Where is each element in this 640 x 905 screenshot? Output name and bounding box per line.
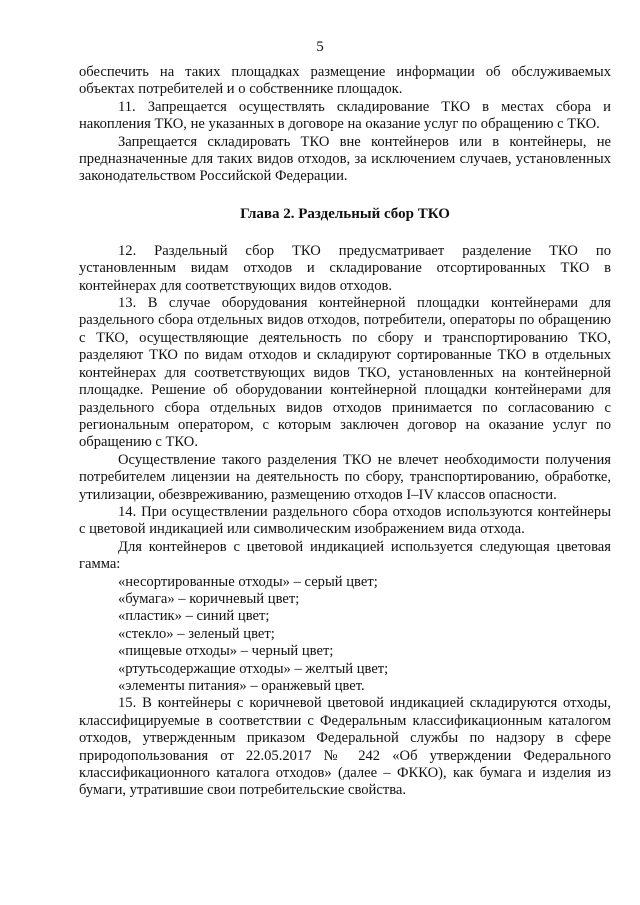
paragraph-continuation: обеспечить на таких площадках размещение информации об обслуживаемых объектах потребителей и о собственнике площадок. bbox=[79, 64, 611, 98]
color-list-item: «элементы питания» – оранжевый цвет. bbox=[118, 678, 365, 694]
paragraph-color-scheme-intro: Для контейнеров с цветовой индикацией используется следующая цветовая гамма: bbox=[79, 538, 611, 573]
page-number: 5 bbox=[316, 39, 324, 55]
chapter-title: Глава 2. Раздельный сбор ТКО bbox=[240, 205, 450, 222]
paragraph-item-12: 12. Раздельный сбор ТКО предусматривает разделение ТКО по установленным видам отходов и складирование отсортированных ТКО в контейнерах для соответствующих видов отходов. bbox=[79, 242, 611, 294]
color-list-item: «пластик» – синий цвет; bbox=[118, 608, 270, 625]
paragraph-prohibition: Запрещается складировать ТКО вне контейнеров или в контейнеры, не предназначенные для таких видов отходов, за исключением случаев, установленных законодательством Российской Федерации. bbox=[79, 133, 611, 185]
paragraph-item-11: 11. Запрещается осуществлять складирование ТКО в местах сбора и накопления ТКО, не указанных в договоре на оказание услуг по обращению с ТКО. bbox=[79, 98, 611, 133]
paragraph-item-13: 13. В случае оборудования контейнерной площадки контейнерами для раздельного сбора отдельных видов отходов, потребители, операторы по обращению с ТКО, осуществляющие деятельность по сбору и транспортированию ТКО, разделяют ТКО по видам отходов и складируют сортированные ТКО в отдельных контейнерах для соответствующих видов ТКО, установленных на контейнерной площадке. Решение об оборудовании контейнерной площадки контейнерами для раздельного сбора отдельных видов отходов принимается по согласованию с региональным оператором, с которым заключен договор на оказание услуг по обращению с ТКО. bbox=[79, 295, 611, 451]
color-list-item: «пищевые отходы» – черный цвет; bbox=[118, 643, 334, 660]
paragraph-item-14: 14. При осуществлении раздельного сбора отходов используются контейнеры с цветовой индикацией или символическим изображением вида отхода. bbox=[79, 503, 611, 538]
paragraph-item-15: 15. В контейнеры с коричневой цветовой индикацией складируются отходы, классифицируемые в соответствии с Федеральным классификационным каталогом отходов, утвержденным приказом Федеральной службы по надзору в сфере природопользования от 22.05.2017 № 242 «Об утверждении Федерального классификационного каталога отходов» (далее – ФККО), как бумага и изделия из бумаги, утратившие свои потребительские свойства. bbox=[79, 695, 611, 799]
color-list-item: «стекло» – зеленый цвет; bbox=[118, 625, 275, 642]
color-list-item: «несортированные отходы» – серый цвет; bbox=[118, 573, 378, 590]
color-list-item: «ртутьсодержащие отходы» – желтый цвет; bbox=[118, 660, 389, 677]
paragraph-license-note: Осуществление такого разделения ТКО не влечет необходимости получения потребителем лицензии на деятельность по сбору, транспортированию, обработке, утилизации, обезвреживанию, размещению отходов I–IV классов опасности. bbox=[79, 451, 611, 503]
color-list-item: «бумага» – коричневый цвет; bbox=[118, 590, 300, 607]
document-body bbox=[79, 64, 611, 800]
color-list bbox=[79, 574, 611, 696]
